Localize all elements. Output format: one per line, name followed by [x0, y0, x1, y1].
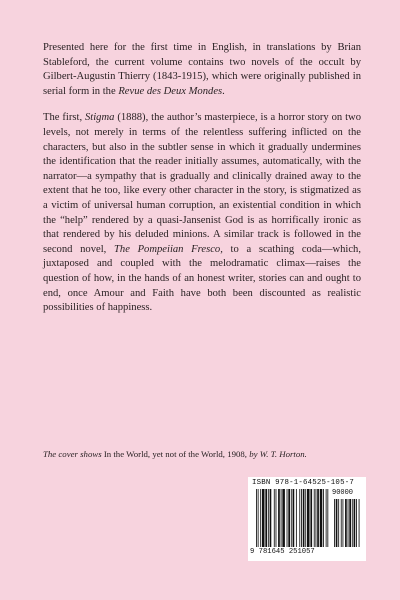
barcode-bar: [314, 489, 315, 547]
barcode-bar: [262, 489, 265, 547]
barcode-addon-bar: [356, 499, 357, 547]
barcode-bar: [320, 489, 323, 547]
barcode-bar: [278, 489, 280, 547]
barcode-bar: [305, 489, 306, 547]
barcode-bar: [270, 489, 272, 547]
barcode-addon-bar: [348, 499, 349, 547]
paragraph-1-end: .: [222, 85, 225, 97]
barcode-bar: [327, 489, 328, 547]
isbn-label: ISBN 978-1-64525-105-7: [252, 479, 354, 487]
barcode-bar: [274, 489, 275, 547]
barcode-bar: [265, 489, 267, 547]
isbn-barcode: [248, 477, 366, 561]
barcode-addon-bar: [349, 499, 351, 547]
barcode-bars: [252, 489, 364, 549]
barcode-bar: [282, 489, 285, 547]
paragraph-2-end: to a scathing coda—which, juxtaposed and coupled with the melodramatic climax—raises the question of how, in the hands of an honest writer, stories can and ought to end, once Amour and Faith have both been discounted as realistic possibilities of happiness.: [43, 243, 361, 314]
barcode-bar: [303, 489, 305, 547]
cover-credit-prefix: The cover shows: [43, 449, 102, 459]
barcode-bar: [299, 489, 300, 547]
cover-credit-artist: by W. T. Horton.: [249, 449, 307, 459]
barcode-bar: [256, 489, 257, 547]
barcode-bar: [323, 489, 324, 547]
barcode-bar: [326, 489, 327, 547]
barcode-bar: [301, 489, 302, 547]
barcode-addon-bar: [352, 499, 353, 547]
barcode-bar: [276, 489, 277, 547]
journal-title: Revue des Deux Mondes: [118, 85, 223, 97]
barcode-addon-bar: [336, 499, 338, 547]
barcode-addon-bar: [341, 499, 342, 547]
barcode-bar: [293, 489, 295, 547]
cover-credit: [43, 448, 363, 460]
barcode-bar: [296, 489, 297, 547]
barcode-bar: [258, 489, 259, 547]
barcode-bar: [287, 489, 288, 547]
barcode-addon-bar: [345, 499, 347, 547]
paragraph-1-text: Presented here for the first time in English, in translations by Brian Stableford, the current volume contains two novels of the occult by Gilbert-Augustin Thierry (1843-1915), which were originally published in serial form in the: [43, 42, 361, 97]
barcode-bar: [268, 489, 269, 547]
barcode-addon-bar: [354, 499, 356, 547]
barcode-bar: [310, 489, 312, 547]
barcode-bar: [288, 489, 290, 547]
barcode-addon-digits: 90000: [332, 489, 354, 497]
barcode-bar: [281, 489, 282, 547]
barcode-bar: [307, 489, 310, 547]
cover-credit-artwork: In the World, yet not of the World, 1908,: [101, 449, 250, 459]
barcode-addon-bar: [338, 499, 339, 547]
barcode-addon-bar: [343, 499, 344, 547]
novel-title-fresco: The Pompeiian Fresco,: [114, 243, 223, 255]
paragraph-2-lead: The first,: [43, 112, 85, 124]
barcode-bar: [316, 489, 317, 547]
barcode-bar: [317, 489, 319, 547]
barcode-bar: [291, 489, 292, 547]
barcode-addon-bar: [334, 499, 335, 547]
barcode-bar: [260, 489, 261, 547]
barcode-digits: 9 781645 251057: [250, 548, 315, 556]
blurb-paragraph-1: [43, 41, 361, 99]
barcode-addon-bar: [359, 499, 360, 547]
paragraph-2-middle: (1888), the author’s masterpiece, is a horror story on two levels, not merely in terms of the relentless suffering inflicted on the characters, but also in the subtler sense in which it gradually undermines the identification that the reader initially assumes, automatically, with the narrator—a sympathy that is gradually and clinically drained away to the extent that he too, like every other character in the story, is stigmatized as a victim of universal human corruption, an existential condition in which the “help” rendered by a quasi-Jansenist God is as horrifically ironic as that rendered by his deluded minions. A similar track is followed in the second novel,: [43, 112, 361, 255]
novel-title-stigma: Stigma: [85, 112, 115, 124]
blurb-paragraph-2: [43, 111, 361, 315]
blurb: [43, 41, 361, 328]
